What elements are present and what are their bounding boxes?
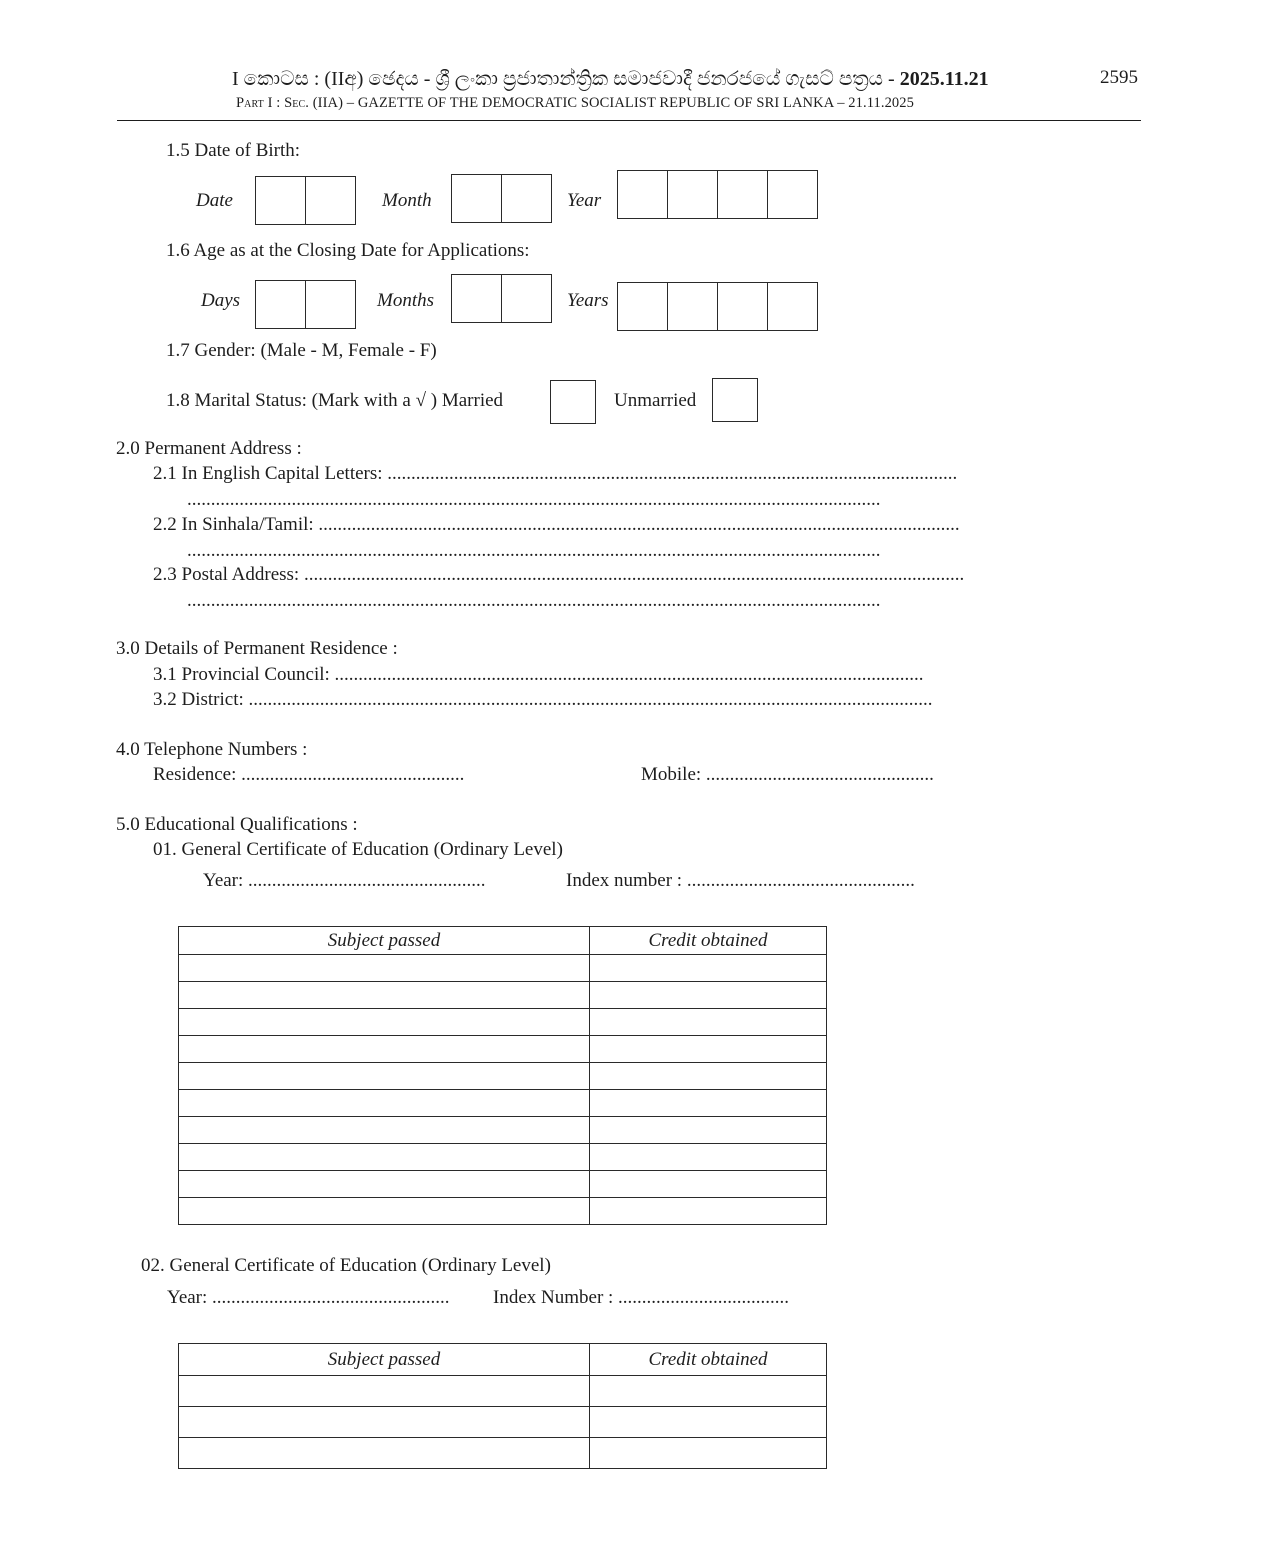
header-sinhala-date: 2025.11.21 <box>899 68 989 90</box>
provincial-council-field[interactable]: 3.1 Provincial Council: ............................................................................................................................ <box>153 664 924 685</box>
address-sinhala-field[interactable]: 2.2 In Sinhala/Tamil: ....................................................................................................................................... <box>153 514 960 535</box>
table-row <box>179 1144 827 1171</box>
header-sec: Sec. <box>284 95 310 111</box>
credit-cell[interactable] <box>590 1198 827 1225</box>
table-row <box>179 1036 827 1063</box>
ol-second-title: 02. General Certificate of Education (Ordinary Level) <box>141 1255 551 1276</box>
credit-cell[interactable] <box>590 1376 827 1407</box>
subject-cell[interactable] <box>179 1438 590 1469</box>
table-row <box>179 1376 827 1407</box>
ol-first-index-field[interactable]: Index number : ................................................ <box>566 870 915 891</box>
dob-year-label: Year <box>567 190 602 211</box>
education-heading: 5.0 Educational Qualifications : <box>116 814 358 835</box>
dob-date-label: Date <box>196 190 233 211</box>
table-row <box>179 1063 827 1090</box>
credit-cell[interactable] <box>590 1117 827 1144</box>
subject-cell[interactable] <box>179 1036 590 1063</box>
address-postal-field[interactable]: 2.3 Postal Address: ........................................................................................................................................... <box>153 564 965 585</box>
subject-cell[interactable] <box>179 982 590 1009</box>
ol-first-year-field[interactable]: Year: .................................................. <box>203 870 486 891</box>
subject-cell[interactable] <box>179 1063 590 1090</box>
box-divider <box>767 171 768 218</box>
age-label: 1.6 Age as at the Closing Date for Applications: <box>166 240 530 261</box>
dob-year-boxes[interactable] <box>617 170 818 219</box>
ol-second-results-table <box>178 1343 827 1469</box>
header-english-rest: (IIA) – GAZETTE OF THE DEMOCRATIC SOCIALIST REPUBLIC OF SRI LANKA – 21.11.2025 <box>312 95 914 111</box>
box-divider <box>501 275 502 322</box>
unmarried-label: Unmarried <box>614 390 697 411</box>
table-row <box>179 1198 827 1225</box>
marital-label: 1.8 Marital Status: (Mark with a √ ) Married <box>166 390 504 411</box>
address-english-continuation[interactable]: .................................................................................................................................................. <box>187 489 881 510</box>
ol-second-index-field[interactable]: Index Number : .................................... <box>493 1287 790 1308</box>
table-row <box>179 1407 827 1438</box>
age-years-boxes[interactable] <box>617 282 818 331</box>
header-sinhala-text: I කොටස : (IIඅ) ඡෙදය - ශ්‍රී ලංකා ප්‍රජාතාන්ත්‍රික සමාජවාදී ජනරජයේ ගැසට් පත්‍රය - <box>232 68 900 90</box>
box-divider <box>667 283 668 330</box>
district-field[interactable]: 3.2 District: ................................................................................................................................................ <box>153 689 933 710</box>
box-divider <box>305 177 306 224</box>
ol-first-title: 01. General Certificate of Education (Ordinary Level) <box>153 839 563 860</box>
age-days-boxes[interactable] <box>255 280 356 329</box>
table-row <box>179 955 827 982</box>
subject-cell[interactable] <box>179 1090 590 1117</box>
credit-cell[interactable] <box>590 1090 827 1117</box>
credit-cell[interactable] <box>590 1438 827 1469</box>
header-part: Part I : <box>236 95 281 111</box>
credit-cell[interactable] <box>590 1009 827 1036</box>
table-row <box>179 982 827 1009</box>
age-months-label: Months <box>377 290 434 311</box>
credit-cell[interactable] <box>590 1171 827 1198</box>
residence-heading: 3.0 Details of Permanent Residence : <box>116 638 398 659</box>
credit-cell[interactable] <box>590 1144 827 1171</box>
box-divider <box>717 283 718 330</box>
dob-month-label: Month <box>382 190 432 211</box>
subject-cell[interactable] <box>179 1171 590 1198</box>
credit-cell[interactable] <box>590 1063 827 1090</box>
table-row <box>179 1171 827 1198</box>
subject-cell[interactable] <box>179 1376 590 1407</box>
residence-phone-field[interactable]: Residence: ............................................... <box>153 764 465 785</box>
subject-cell[interactable] <box>179 955 590 982</box>
header-rule <box>117 120 1141 121</box>
subject-cell[interactable] <box>179 1198 590 1225</box>
gender-label: 1.7 Gender: (Male - M, Female - F) <box>166 340 437 361</box>
credit-cell[interactable] <box>590 1407 827 1438</box>
col-credit-obtained: Credit obtained <box>590 927 827 955</box>
address-english-field[interactable]: 2.1 In English Capital Letters: ........................................................................................................................ <box>153 463 958 484</box>
age-days-label: Days <box>201 290 241 311</box>
mobile-phone-field[interactable]: Mobile: ................................................ <box>641 764 934 785</box>
table-row <box>179 1009 827 1036</box>
table-row <box>179 1090 827 1117</box>
col-credit-obtained: Credit obtained <box>590 1344 827 1376</box>
subject-cell[interactable] <box>179 1009 590 1036</box>
ol-first-results-table <box>178 926 827 1225</box>
table-row <box>179 1117 827 1144</box>
page-number: 2595 <box>1100 67 1138 88</box>
ol-second-year-field[interactable]: Year: .................................................. <box>167 1287 450 1308</box>
box-divider <box>305 281 306 328</box>
box-divider <box>501 175 502 222</box>
table-row <box>179 1438 827 1469</box>
age-months-boxes[interactable] <box>451 274 552 323</box>
age-years-label: Years <box>567 290 609 311</box>
box-divider <box>767 283 768 330</box>
dob-label: 1.5 Date of Birth: <box>166 140 301 161</box>
address-heading: 2.0 Permanent Address : <box>116 438 302 459</box>
header-english-line <box>236 96 914 111</box>
box-divider <box>667 171 668 218</box>
table-header-row <box>179 927 827 955</box>
subject-cell[interactable] <box>179 1117 590 1144</box>
address-sinhala-continuation[interactable]: .................................................................................................................................................. <box>187 540 881 561</box>
dob-month-boxes[interactable] <box>451 174 552 223</box>
subject-cell[interactable] <box>179 1407 590 1438</box>
dob-date-boxes[interactable] <box>255 176 356 225</box>
subject-cell[interactable] <box>179 1144 590 1171</box>
col-subject-passed: Subject passed <box>179 1344 590 1376</box>
header-sinhala-line <box>232 69 989 89</box>
box-divider <box>717 171 718 218</box>
credit-cell[interactable] <box>590 982 827 1009</box>
married-checkbox[interactable] <box>550 380 596 424</box>
telephone-heading: 4.0 Telephone Numbers : <box>116 739 308 760</box>
credit-cell[interactable] <box>590 955 827 982</box>
unmarried-checkbox[interactable] <box>712 378 758 422</box>
address-postal-continuation[interactable]: .................................................................................................................................................. <box>187 590 881 611</box>
table-header-row <box>179 1344 827 1376</box>
credit-cell[interactable] <box>590 1036 827 1063</box>
col-subject-passed: Subject passed <box>179 927 590 955</box>
